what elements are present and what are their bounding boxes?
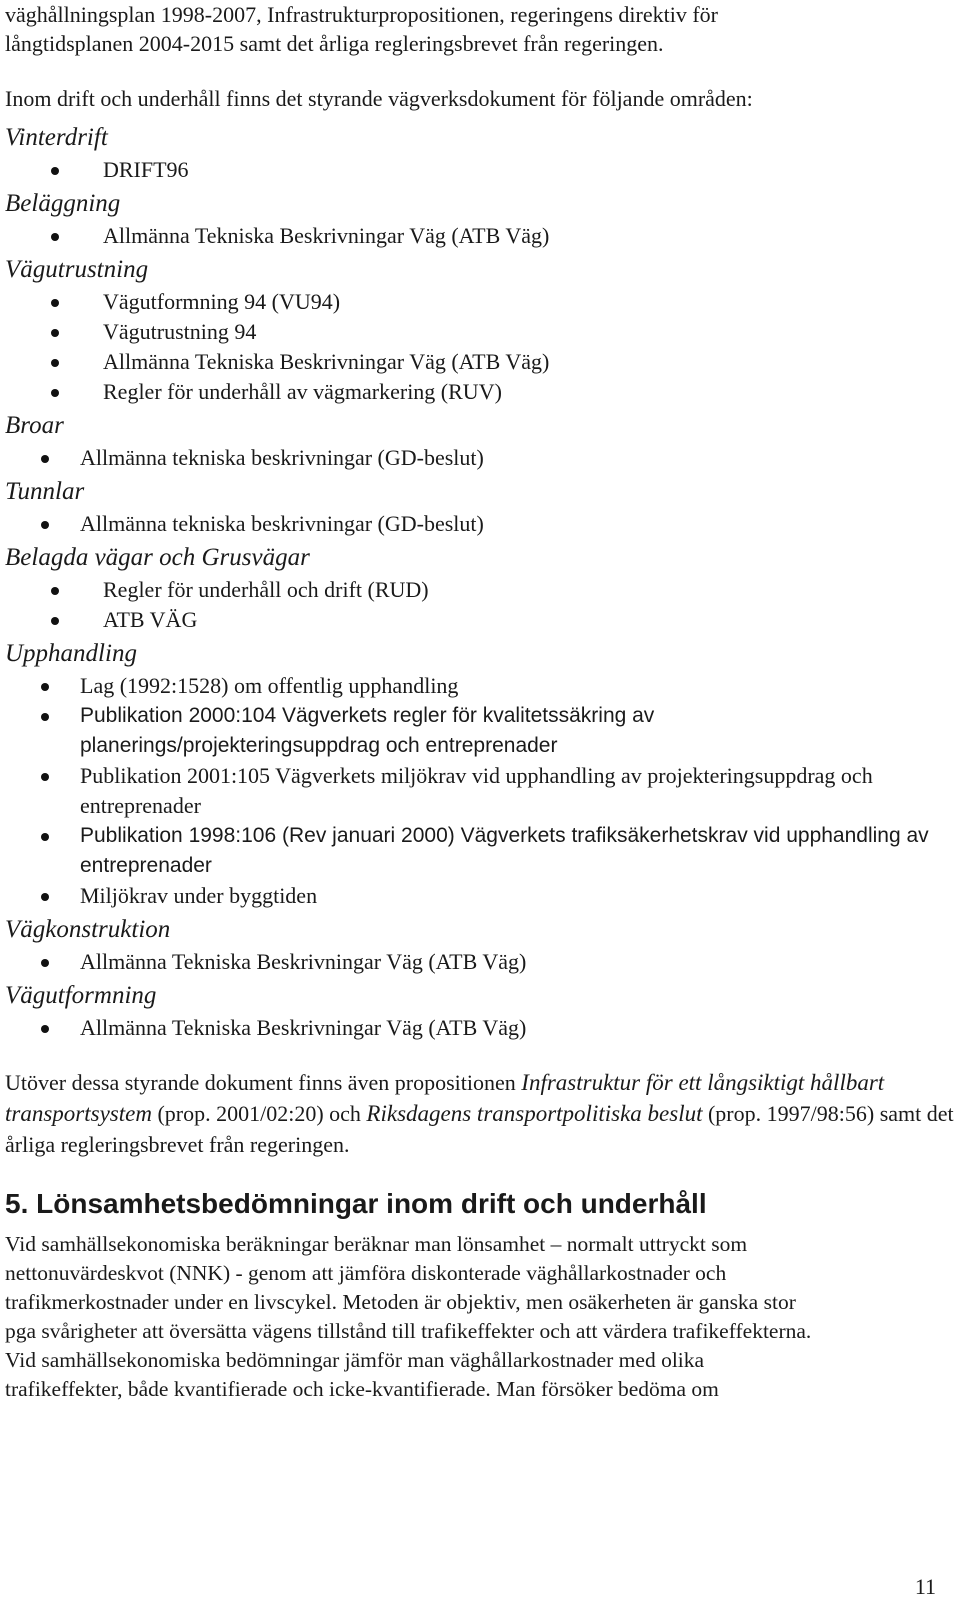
intro-line: långtidsplanen 2004-2015 samt det årliga regleringsbrevet från regeringen. [5, 31, 664, 56]
bullet-icon [41, 893, 49, 901]
bullet-icon [41, 959, 49, 967]
intro-paragraph [5, 0, 955, 58]
document-page [5, 0, 955, 1404]
bullet-icon [51, 329, 59, 337]
body-line: Vid samhällsekonomiska beräkningar beräknar man lönsamhet – normalt uttryckt som [5, 1232, 748, 1256]
page-number: 11 [914, 1574, 936, 1599]
area-list [5, 1013, 955, 1043]
area-list [5, 575, 955, 635]
body-line: trafikmerkostnader under en livscykel. Metoden är objektiv, men osäkerheten är ganska stor [5, 1290, 796, 1314]
list-item: Lag (1992:1528) om offentlig upphandling [5, 671, 955, 701]
area-title: Upphandling [5, 640, 137, 667]
area-list [5, 221, 955, 251]
list-item: Publikation 2000:104 Vägverkets regler för kvalitetssäkring av planerings/projekteringsuppdrag och entreprenader [5, 701, 955, 761]
bullet-icon [41, 713, 49, 721]
bullet-icon [51, 167, 59, 175]
area-list [5, 287, 955, 407]
section-heading: 5. Lönsamhetsbedömningar inom drift och underhåll [5, 1188, 707, 1219]
area-title: Vinterdrift [5, 124, 108, 151]
bullet-icon [51, 299, 59, 307]
bullet-icon [51, 359, 59, 367]
list-item: Vägutformning 94 (VU94) [5, 287, 955, 317]
list-item: DRIFT96 [5, 155, 955, 185]
body-line: trafikeffekter, både kvantifierade och icke-kvantifierade. Man försöker bedöma om [5, 1377, 719, 1401]
intro-line: väghållningsplan 1998-2007, Infrastrukturpropositionen, regeringens direktiv för [5, 2, 719, 27]
list-item: Allmänna Tekniska Beskrivningar Väg (ATB Väg) [5, 221, 955, 251]
area-title: Vägkonstruktion [5, 916, 171, 943]
body-line: Vid samhällsekonomiska bedömningar jämför man väghållarkostnader med olika [5, 1348, 705, 1372]
list-item: Allmänna tekniska beskrivningar (GD-beslut) [5, 509, 955, 539]
area-list [5, 947, 955, 977]
proposition-title: Infrastruktur för ett långsiktigt hållbart transportsystem [5, 1070, 885, 1126]
bullet-icon [51, 617, 59, 625]
bullet-icon [41, 773, 49, 781]
area-title: Belagda vägar och Grusvägar [5, 544, 310, 571]
bullet-icon [41, 833, 49, 841]
list-item: Publikation 1998:106 (Rev januari 2000) Vägverkets trafiksäkerhetskrav vid upphandling av entreprenader [5, 821, 955, 881]
bullet-icon [51, 587, 59, 595]
list-item: Vägutrustning 94 [5, 317, 955, 347]
bullet-icon [51, 233, 59, 241]
area-list [5, 155, 955, 185]
list-item: Allmänna Tekniska Beskrivningar Väg (ATB Väg) [5, 947, 955, 977]
list-item: Publikation 2001:105 Vägverkets miljökrav vid upphandling av projekteringsuppdrag och entreprenader [5, 761, 955, 821]
bullet-icon [41, 455, 49, 463]
area-list [5, 443, 955, 473]
body-paragraph [5, 1230, 955, 1404]
area-title: Broar [5, 412, 64, 439]
bullet-icon [51, 389, 59, 397]
closing-paragraph: Utöver dessa styrande dokument finns även propositionen Infrastruktur för ett långsiktigt hållbart transportsystem (prop. 2001/02:20) och Riksdagens transportpolitiska beslut (prop. 1997/98:56) samt det årliga regleringsbrevet från regeringen. [5, 1070, 954, 1157]
areas-lead: Inom drift och underhåll finns det styrande vägverksdokument för följande områden: [5, 86, 753, 111]
body-line: nettonuvärdeskvot (NNK) - genom att jämföra diskonterade väghållarkostnader och [5, 1261, 727, 1285]
area-title: Vägutformning [5, 982, 157, 1009]
list-item: Allmänna tekniska beskrivningar (GD-beslut) [5, 443, 955, 473]
bullet-icon [41, 683, 49, 691]
list-item: ATB VÄG [5, 605, 955, 635]
area-title: Tunnlar [5, 478, 85, 505]
area-list [5, 671, 955, 911]
list-item: Allmänna Tekniska Beskrivningar Väg (ATB Väg) [5, 1013, 955, 1043]
list-item: Allmänna Tekniska Beskrivningar Väg (ATB Väg) [5, 347, 955, 377]
list-item: Regler för underhåll av vägmarkering (RUV) [5, 377, 955, 407]
bullet-icon [41, 1025, 49, 1033]
decision-title: Riksdagens transportpolitiska beslut [366, 1101, 703, 1126]
area-list [5, 509, 955, 539]
body-line: pga svårigheter att översätta vägens tillstånd till trafikeffekter och att värdera trafikeffekterna. [5, 1319, 812, 1343]
bullet-icon [41, 521, 49, 529]
list-item: Regler för underhåll och drift (RUD) [5, 575, 955, 605]
area-title: Vägutrustning [5, 256, 149, 283]
area-title: Beläggning [5, 190, 121, 217]
list-item: Miljökrav under byggtiden [5, 881, 955, 911]
